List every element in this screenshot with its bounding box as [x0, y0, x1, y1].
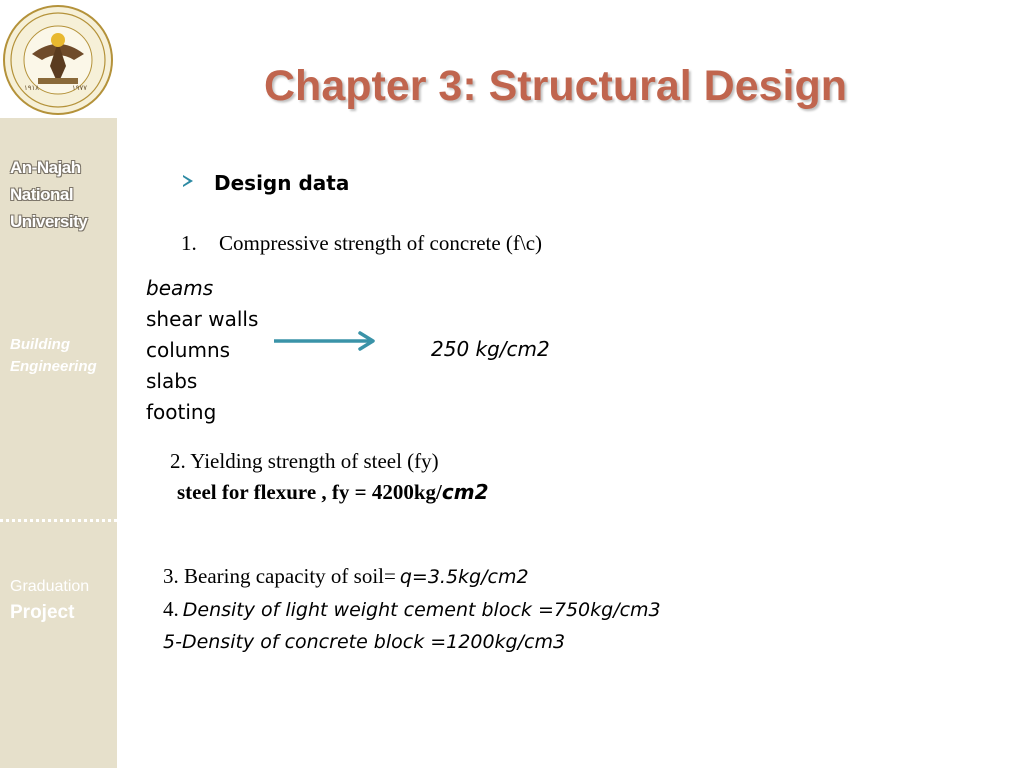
sidebar-divider	[0, 519, 117, 522]
item-4-number: 4.	[163, 597, 179, 621]
member-item: slabs	[146, 369, 198, 393]
steel-flexure-line	[177, 480, 489, 505]
additional-design-data	[163, 561, 661, 659]
member-item: shear walls	[146, 307, 259, 331]
sidebar-university-name	[10, 154, 87, 235]
item-3-label: 3. Bearing capacity of soil=	[163, 564, 396, 588]
item-3	[163, 561, 661, 594]
svg-text:١٩٧٧: ١٩٧٧	[72, 84, 88, 92]
slide-title: Chapter 3: Structural Design	[264, 62, 847, 110]
sidebar-project-line: Project	[10, 602, 75, 623]
sidebar-department-line: Building	[10, 336, 70, 353]
steel-flexure-unit: cm2	[441, 480, 489, 504]
item-1-text: Compressive strength of concrete (f\c)	[219, 231, 543, 255]
member-item: beams	[146, 276, 214, 300]
item-4	[163, 594, 661, 627]
sidebar	[0, 118, 117, 768]
svg-text:١٩١٨: ١٩١٨	[24, 84, 40, 92]
member-item: footing	[146, 400, 217, 424]
item-5	[163, 627, 661, 659]
design-data-heading: Design data	[214, 171, 350, 195]
item-1-number: 1.	[181, 231, 197, 255]
item-2: 2. Yielding strength of steel (fy)	[170, 449, 439, 473]
sidebar-department	[10, 334, 97, 378]
university-seal-logo	[2, 4, 114, 116]
steel-flexure-text: steel for flexure , fy = 4200kg/	[177, 480, 442, 504]
item-4-text: Density of light weight cement block =750kg/cm3	[182, 599, 661, 621]
concrete-strength-value: 250 kg/cm2	[431, 337, 550, 361]
item-1	[181, 231, 542, 256]
logo-area	[0, 0, 117, 118]
sidebar-university-line: An-Najah	[10, 158, 81, 177]
sidebar-university-line: National	[10, 185, 74, 204]
bullet-arrow-icon	[183, 175, 193, 187]
right-arrow-icon	[272, 330, 380, 352]
sidebar-department-line: Engineering	[10, 358, 97, 375]
item-3-value: q=3.5kg/cm2	[399, 566, 529, 588]
item-5-text: 5-Density of concrete block =1200kg/cm3	[163, 631, 566, 653]
members-list	[146, 273, 258, 428]
sidebar-project	[10, 574, 89, 626]
member-item: columns	[146, 338, 231, 362]
sidebar-project-line: Graduation	[10, 578, 90, 595]
sidebar-university-line: University	[10, 212, 88, 231]
